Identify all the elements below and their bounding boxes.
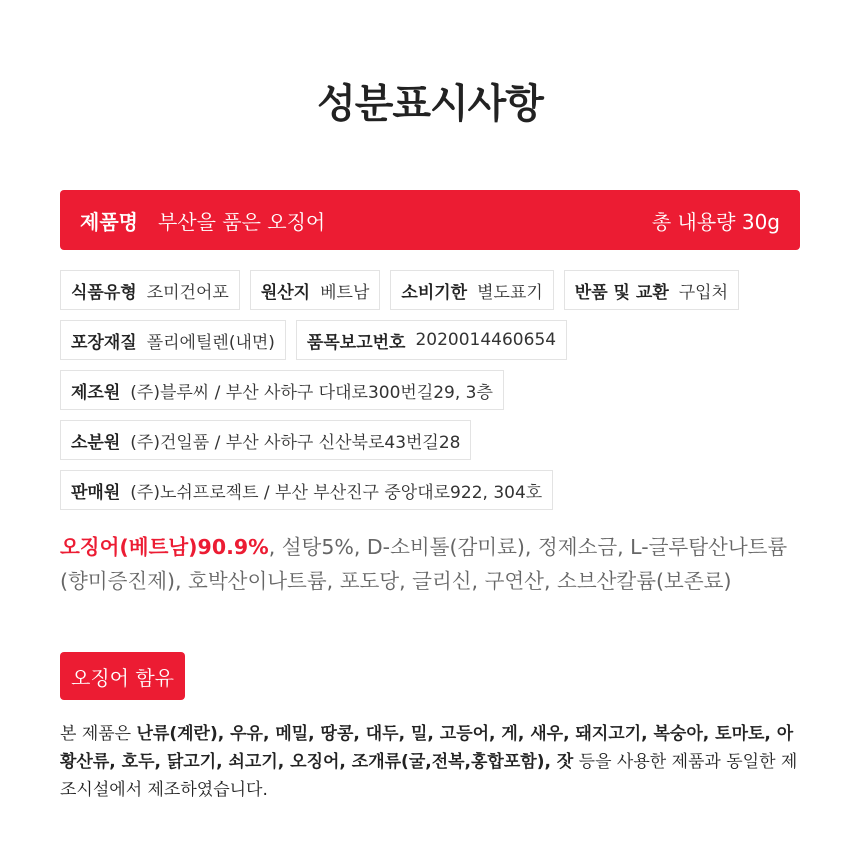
- info-chip-manufacturer: [60, 370, 504, 410]
- info-chip-key: 소비기한: [401, 282, 468, 303]
- ingredients-highlight: 오징어(베트남)90.9%: [60, 535, 269, 559]
- product-name-bar: [60, 190, 800, 250]
- info-chip-value: 폴리에틸렌(내면): [146, 332, 275, 353]
- info-chip-report-number: [296, 320, 567, 360]
- info-chip-key: 식품유형: [71, 282, 137, 303]
- info-chip-value: 별도표기: [477, 282, 543, 303]
- product-name-value: 부산을 품은 오징어: [157, 209, 326, 234]
- info-chip-key: 원산지: [260, 282, 311, 303]
- info-chip-value: (주)블루씨 / 부산 사하구 다대로300번길29, 3층: [130, 382, 493, 403]
- info-chip-key: 제조원: [71, 382, 121, 403]
- info-chip-value: (주)건일품 / 부산 사하구 신산북로43번길28: [130, 432, 461, 453]
- info-chip-key: 반품 및 교환: [574, 282, 669, 303]
- info-chip-repacker: [60, 420, 471, 460]
- info-chip-value: 2020014460654: [415, 330, 557, 350]
- info-row-4: [60, 420, 471, 460]
- allergy-note-prefix: 본 제품은: [60, 724, 137, 744]
- info-row-2: [60, 320, 567, 360]
- info-chip-seller: [60, 470, 553, 510]
- info-row-5: [60, 470, 553, 510]
- info-chip-value: 구입처: [678, 282, 729, 303]
- info-chip-value: 베트남: [320, 282, 370, 303]
- allergy-note: [60, 720, 805, 804]
- product-name-label: 제품명: [80, 209, 138, 234]
- info-chip-origin: [250, 270, 381, 310]
- info-row-1: [60, 270, 739, 310]
- ingredients-rest: , 설탕5%, D-소비톨(감미료), 정제소금, L-글루탐산나트륨(향미증진제), 호박산이나트륨, 포도당, 글리신, 구연산, 소브산칼륨(보존료): [60, 535, 788, 593]
- ingredients-text: [60, 530, 805, 598]
- page-title: 성분표시사항: [317, 81, 543, 127]
- info-chip-packaging: [60, 320, 286, 360]
- info-chip-key: 품목보고번호: [306, 332, 406, 353]
- info-row-3: [60, 370, 504, 410]
- info-chip-key: 포장재질: [71, 332, 137, 353]
- info-chip-expiry: [390, 270, 553, 310]
- info-chip-return: [564, 270, 739, 310]
- allergy-note-allergens: 난류(계란), 우유, 메밀, 땅콩, 대두, 밀, 고등어, 게, 새우, 돼지고기, 복숭아, 토마토, 아황산류, 호두, 닭고기, 쇠고기, 오징어, 조개류(굴,전복,홍합포함), 잣: [60, 724, 794, 772]
- info-chip-food-type: [60, 270, 240, 310]
- allergy-note-suffix: 등을 사용한 제품과 동일한 제조시설에서 제조하였습니다.: [60, 752, 798, 800]
- info-chip-value: (주)노쉬프로젝트 / 부산 부산진구 중앙대로922, 304호: [130, 482, 543, 503]
- product-volume: 총 내용량 30g: [651, 209, 780, 234]
- info-chip-value: 조미건어포: [146, 282, 229, 303]
- info-chip-key: 판매원: [71, 482, 121, 503]
- info-chip-key: 소분원: [71, 432, 121, 453]
- allergen-badge: 오징어 함유: [60, 652, 185, 700]
